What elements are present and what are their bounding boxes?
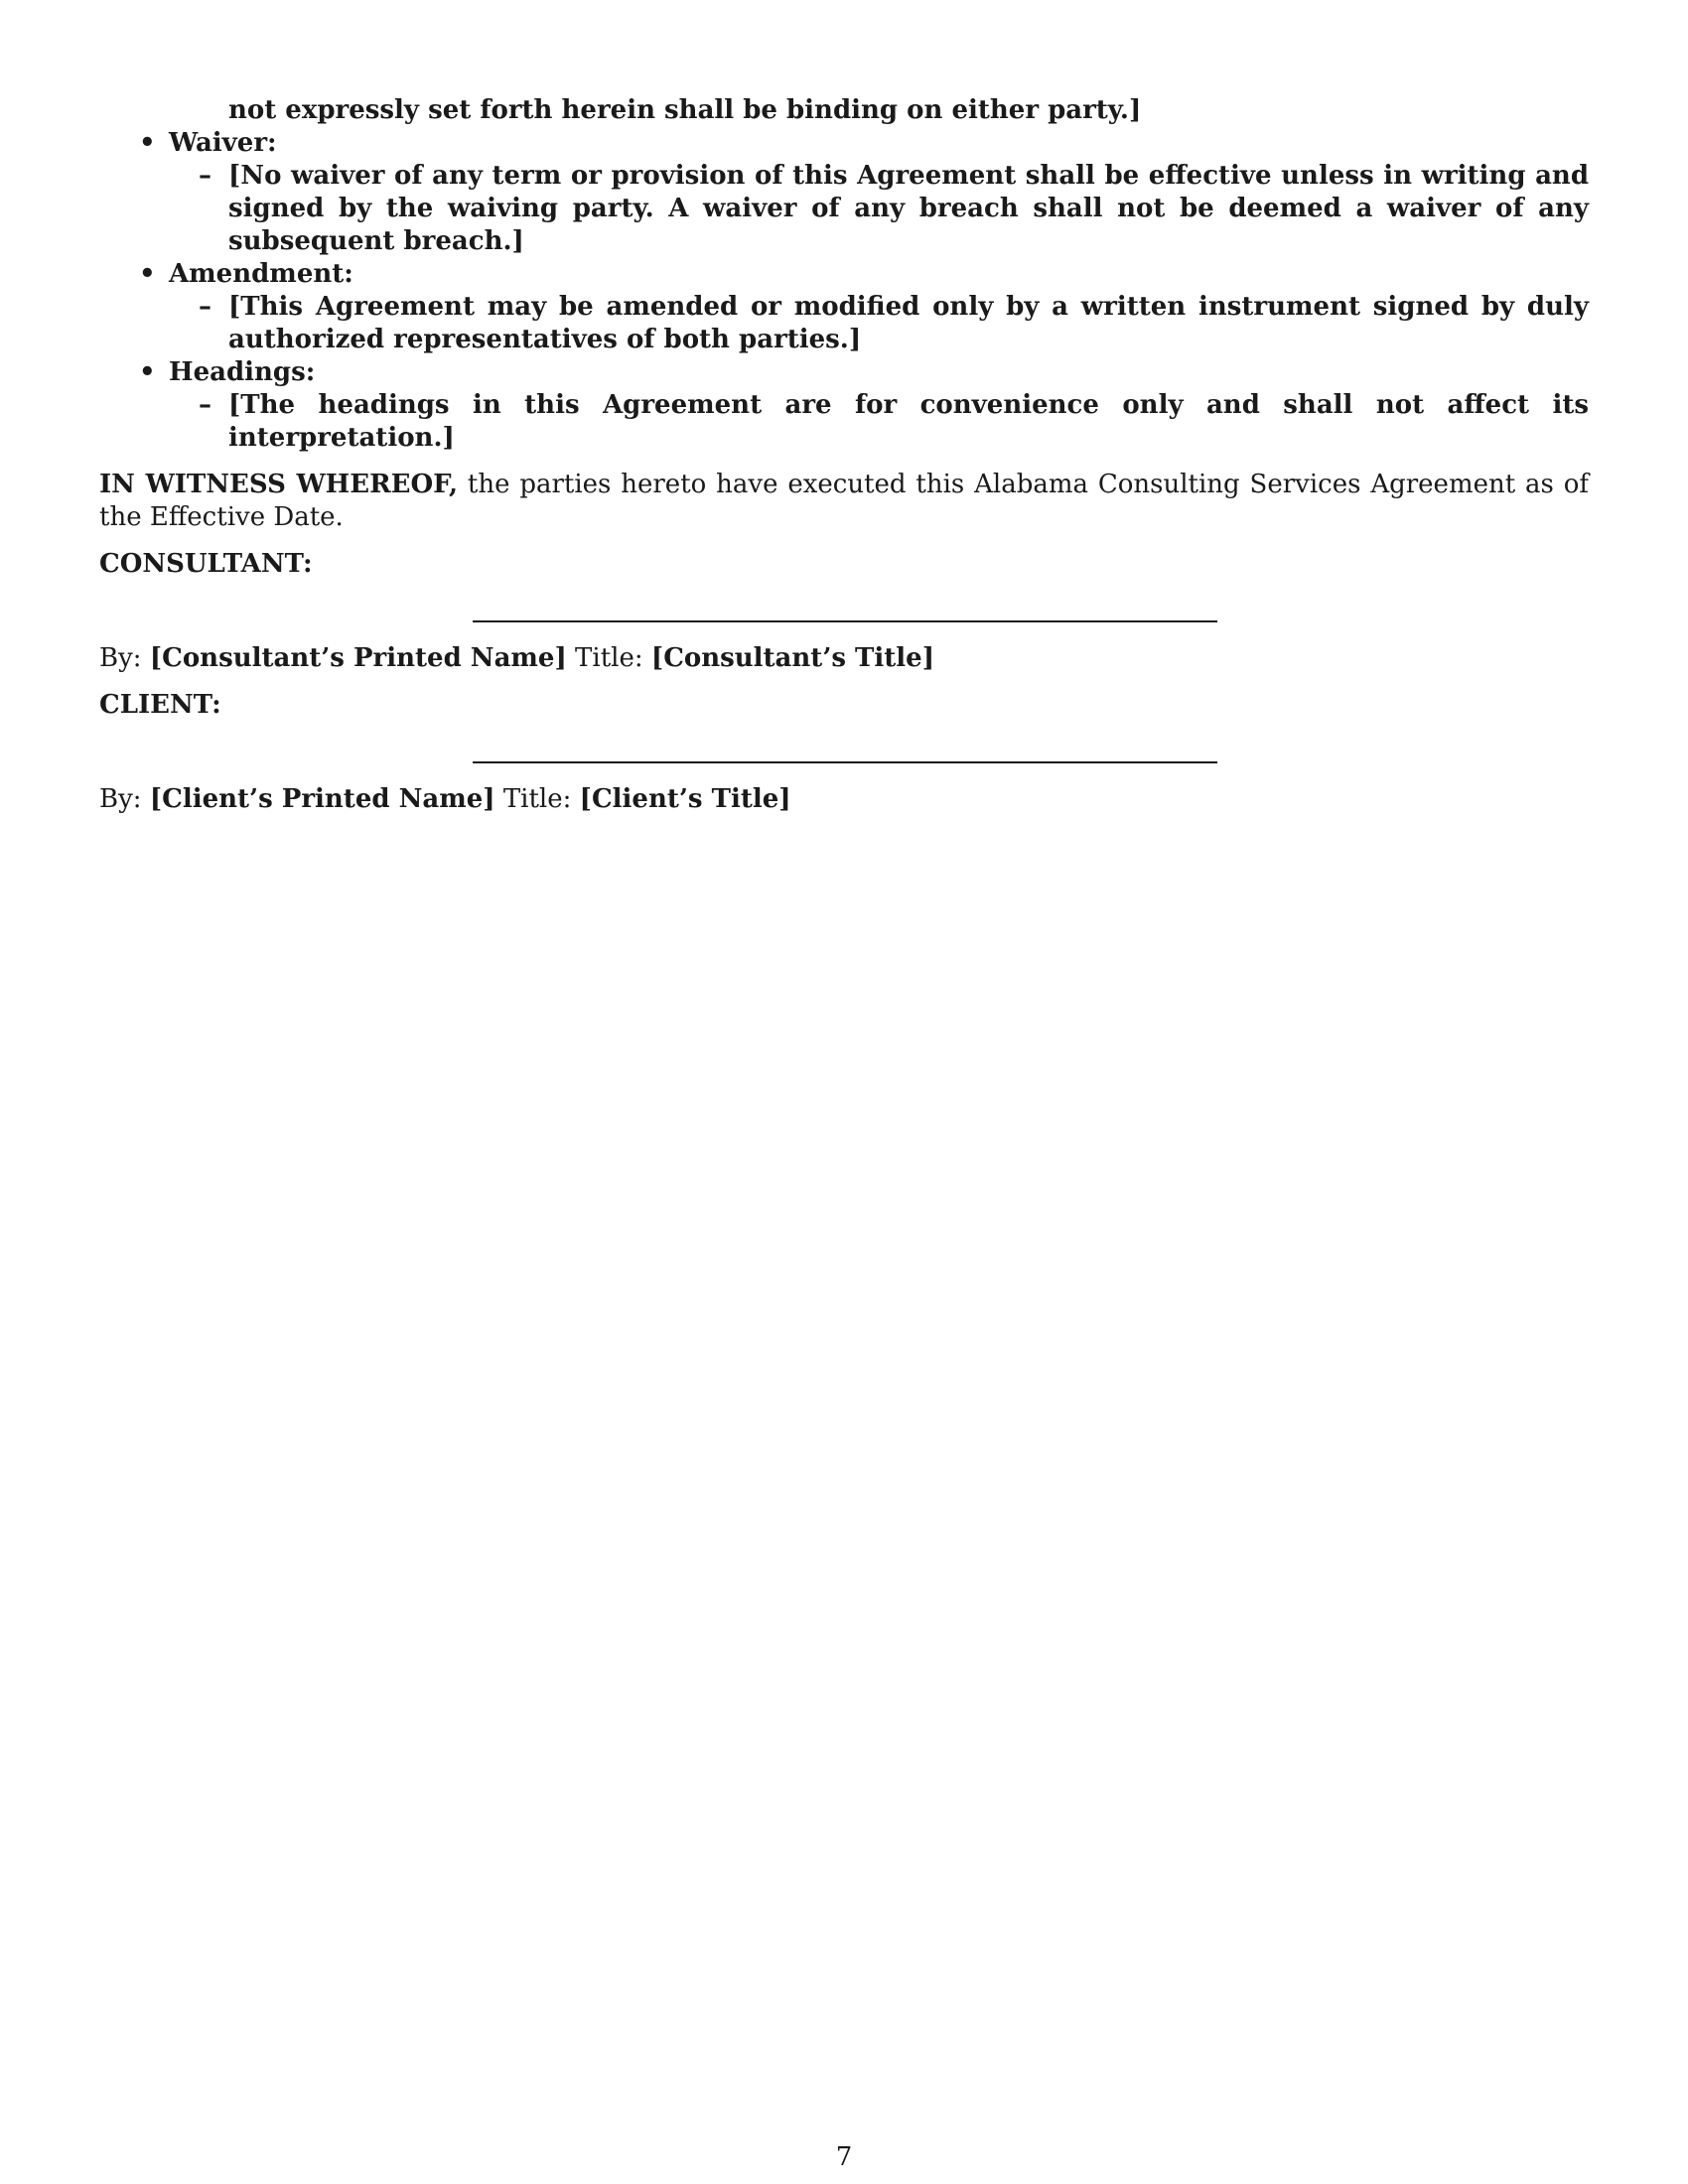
sub-item-text: [The headings in this Agreement are for convenience only and shall not affect its interpretation.] — [228, 390, 1589, 453]
bullet-heading: Amendment: — [169, 259, 353, 289]
client-signature-line — [473, 722, 1217, 763]
title-label: Title: — [566, 643, 651, 673]
client-printed-name: [Client’s Printed Name] — [149, 784, 495, 814]
witness-text: the parties hereto have executed this Alabama Consulting Services Agreement as of the Effective Date. — [99, 470, 1590, 532]
bullet-icon: • — [139, 128, 156, 158]
bullet-heading: Waiver: — [169, 128, 277, 158]
continuation-text: not expressly set forth herein shall be binding on either party.] — [228, 95, 1142, 125]
bullet-waiver — [99, 127, 1589, 160]
witness-lead: IN WITNESS WHEREOF, — [99, 470, 459, 499]
bullet-heading: Headings: — [169, 357, 316, 387]
client-title: [Client’s Title] — [579, 784, 791, 814]
sub-item-headings — [99, 389, 1589, 455]
title-label: Title: — [494, 784, 580, 814]
bullet-icon: • — [139, 259, 156, 289]
dash-icon: – — [199, 161, 211, 191]
consultant-title: [Consultant’s Title] — [650, 643, 935, 673]
witness-paragraph — [99, 469, 1589, 534]
client-byline — [99, 783, 1589, 816]
sub-item-amendment — [99, 291, 1589, 356]
dash-icon: – — [199, 390, 211, 420]
consultant-label: CONSULTANT: — [99, 549, 313, 579]
by-label: By: — [99, 784, 150, 814]
page-number: 7 — [835, 2142, 853, 2172]
consultant-printed-name: [Consultant’s Printed Name] — [149, 643, 567, 673]
bullet-headings — [99, 356, 1589, 389]
document-page — [99, 94, 1589, 816]
client-label: CLIENT: — [99, 690, 221, 720]
sub-item-text: [This Agreement may be amended or modified only by a written instrument signed by duly authorized representatives of both parties.] — [228, 292, 1589, 354]
bullet-amendment — [99, 258, 1589, 291]
bullet-icon: • — [139, 357, 156, 387]
by-label: By: — [99, 643, 150, 673]
sub-item-waiver — [99, 160, 1589, 258]
sub-item-text: [No waiver of any term or provision of this Agreement shall be effective unless in writing and signed by the waiving party. A waiver of any breach shall not be deemed a waiver of any subsequent breach.] — [228, 161, 1589, 256]
dash-icon: – — [199, 292, 211, 322]
consultant-byline — [99, 642, 1589, 675]
consultant-signature-line — [473, 581, 1217, 622]
